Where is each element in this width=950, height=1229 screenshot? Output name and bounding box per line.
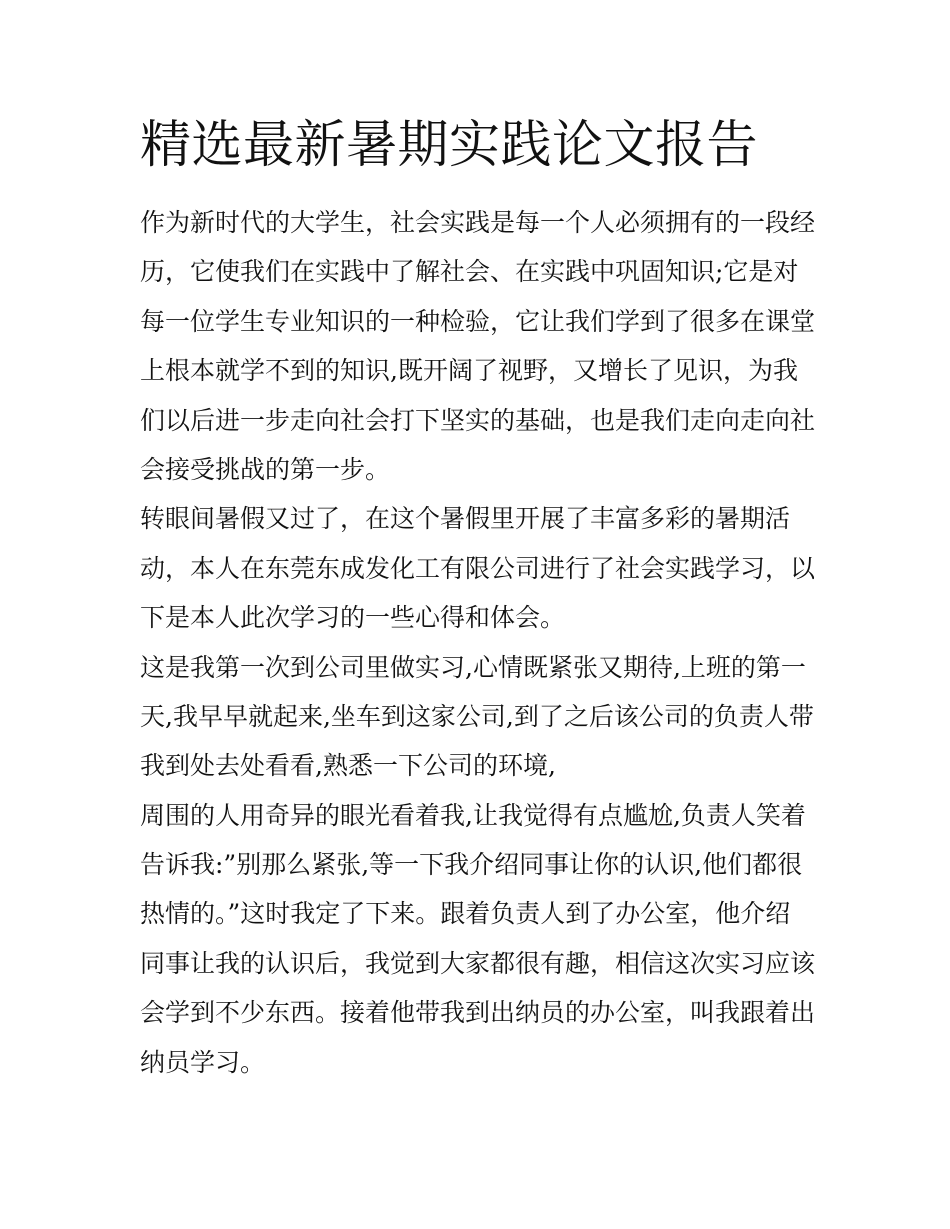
body-line: 这是我第一次到公司里做实习,心情既紧张又期待,上班的第一 xyxy=(140,652,806,682)
body-line: 天,我早早就起来,坐车到这家公司,到了之后该公司的负责人带 xyxy=(140,701,814,731)
body-line: 会接受挑战的第一步。 xyxy=(140,454,391,484)
body-line: 热情的。”这时我定了下来。跟着负责人到了办公室，他介绍 xyxy=(140,899,791,929)
body-line: 周围的人用奇异的眼光看着我,让我觉得有点尴尬,负责人笑着 xyxy=(140,800,806,830)
body-line: 我到处去处看看,熟悉一下公司的环境, xyxy=(140,751,556,781)
body-line: 作为新时代的大学生，社会实践是每一个人必须拥有的一段经 xyxy=(140,208,816,237)
body-line: 上根本就学不到的知识,既开阔了视野，又增长了见识，为我 xyxy=(140,356,798,386)
document-body xyxy=(140,198,820,1087)
body-line: 同事让我的认识后，我觉到大家都很有趣，相信这次实习应该 xyxy=(140,948,816,978)
body-line: 下是本人此次学习的一些心得和体会。 xyxy=(140,603,566,633)
body-line: 会学到不少东西。接着他带我到出纳员的办公室，叫我跟着出 xyxy=(140,998,816,1028)
body-line: 纳员学习。 xyxy=(140,1047,266,1077)
body-line: 动，本人在东莞东成发化工有限公司进行了社会实践学习，以 xyxy=(140,553,816,583)
body-line: 告诉我:”别那么紧张,等一下我介绍同事让你的认识,他们都很 xyxy=(140,850,803,880)
body-line: 转眼间暑假又过了，在这个暑假里开展了丰富多彩的暑期活 xyxy=(140,504,791,534)
body-line: 历，它使我们在实践中了解社会、在实践中巩固知识;它是对 xyxy=(140,257,799,287)
body-line: 们以后进一步走向社会打下坚实的基础，也是我们走向走向社 xyxy=(140,405,816,435)
document-title: 精选最新暑期实践论文报告 xyxy=(140,116,759,175)
body-line: 每一位学生专业知识的一种检验，它让我们学到了很多在课堂 xyxy=(140,306,816,336)
